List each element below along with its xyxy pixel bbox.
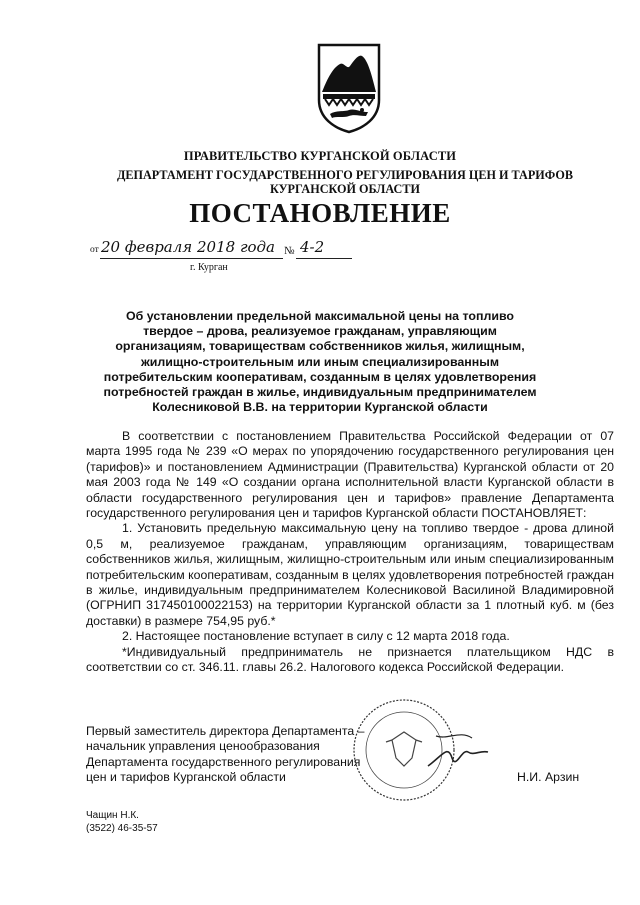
signatory-name: Н.И. Арзин: [517, 770, 580, 784]
handwritten-number: 4-2: [300, 238, 325, 256]
resolution-subject: Об установлении предельной максимальной цены на топливо твердое – дрова, реализуемое гражданам, управляющим организациям, товариществам собственников жилья, жилищным, жилищно-строительным или иным специализированным потребительским кооперативам, созданным в целях удовлетворения потребностей граждан в жилье, индивидуальным предпринимателем Колесниковой В.В. на территории Курганской области: [103, 309, 537, 415]
signatory-title: [86, 724, 364, 786]
signatory-line: цен и тарифов Курганской области: [86, 770, 286, 785]
signatory-line: Департамента государственного регулирования: [86, 754, 361, 769]
signatory-line: начальник управления ценообразования: [86, 739, 320, 754]
date-underline: [100, 258, 283, 259]
handwritten-date: 20 февраля 2018 года: [101, 238, 276, 256]
signatory-line: Первый заместитель директора Департамента –: [86, 724, 365, 738]
city-name: г. Курган: [190, 262, 228, 273]
government-name: ПРАВИТЕЛЬСТВО КУРГАНСКОЙ ОБЛАСТИ: [183, 149, 457, 163]
coat-of-arms-emblem: [316, 42, 382, 134]
executor-contact: [86, 810, 158, 835]
department-name: ДЕПАРТАМЕНТ ГОСУДАРСТВЕННОГО РЕГУЛИРОВАНИЯ ЦЕН И ТАРИФОВ КУРГАНСКОЙ ОБЛАСТИ: [117, 168, 573, 196]
executor-phone: (3522) 46-35-57: [86, 822, 158, 834]
executor-name: Чащин Н.К.: [86, 810, 139, 821]
preamble-paragraph: В соответствии с постановлением Правительства Российской Федерации от 07 марта 1995 года № 239 «О мерах по упорядочению государственного регулирования цен (тарифов)» и постановлением Администрации (Правительства) Курганской области от 20 мая 2003 года № 149 «О создании органа исполнительной власти Курганской области в области государственного регулирования цен и тарифов» правление Департамента государственного регулирования цен и тарифов Курганской области ПОСТАНОВЛЯЕТ:: [86, 429, 614, 521]
document-title: ПОСТАНОВЛЕНИЕ: [189, 198, 451, 228]
clause-1-paragraph: 1. Установить предельную максимальную цену на топливо твердое - дрова длиной 0,5 м, реализуемое гражданам, управляющим организациям, товариществам собственников жилья, жилищным, жилищно-строительным или иным специализированным потребительским кооперативам, созданным в целях удовлетворения потребностей граждан в жилье, индивидуальным предпринимателем Колесниковой Василиной Владимировной (ОГРНИП 317450100022153) на территории Курганской области за 1 плотный куб. м (без доставки) в размере 754,95 руб.*: [86, 521, 614, 628]
resolution-body: [86, 429, 614, 676]
date-prefix: от: [90, 245, 99, 255]
clause-2-paragraph: 2. Настоящее постановление вступает в силу с 12 марта 2018 года.: [122, 629, 510, 644]
footnote-paragraph: *Индивидуальный предприниматель не признается плательщиком НДС в соответствии со ст. 346.11. главы 26.2. Налогового кодекса Российской Федерации.: [86, 644, 614, 675]
number-label: №: [284, 245, 295, 257]
number-underline: [296, 258, 352, 259]
official-stamp-seal: [352, 696, 492, 806]
